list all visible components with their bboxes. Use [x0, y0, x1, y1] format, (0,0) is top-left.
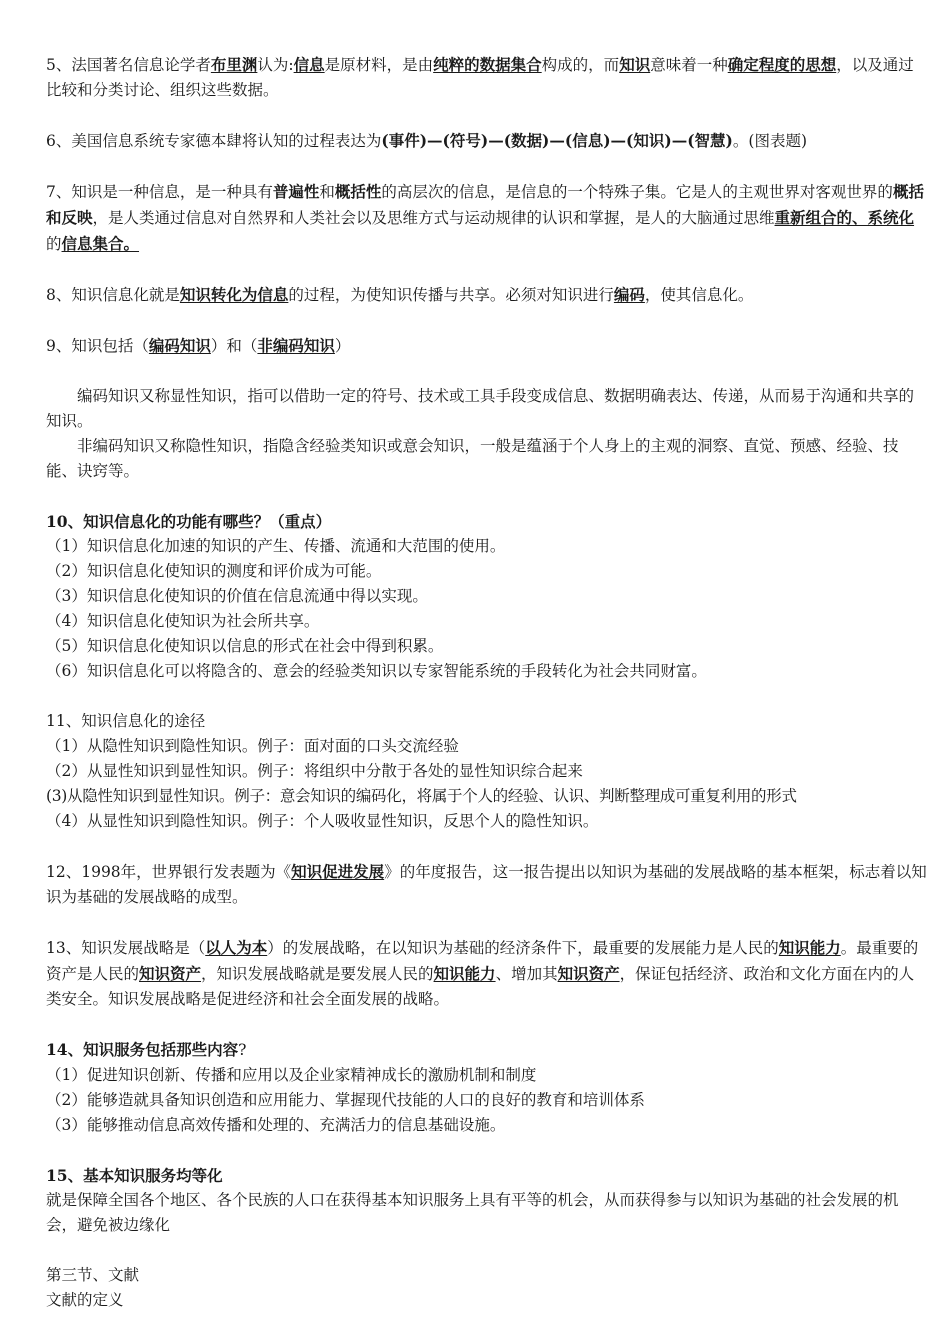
- text: 、增加其: [495, 965, 558, 983]
- text: ）和（: [210, 337, 258, 355]
- explicit-knowledge-definition: 编码知识又称显性知识，指可以借助一定的符号、技术或工具手段变成信息、数据明确表达、传递，从而易于沟通和共享的知识。: [46, 387, 915, 430]
- text: 和: [319, 183, 335, 201]
- list-item: （1）从隐性知识到隐性知识。例子：面对面的口头交流经验: [46, 737, 459, 755]
- text: ?: [238, 1041, 247, 1059]
- paragraph-12: [46, 859, 928, 910]
- list-item: （3）知识信息化使知识的价值在信息流通中得以实现。: [46, 587, 428, 605]
- text: 5、法国著名信息论学者: [46, 56, 211, 74]
- list-item: （6）知识信息化可以将隐含的、意会的经验类知识以专家智能系统的手段转化为社会共同财富。: [46, 662, 707, 680]
- key-term: 概括性: [334, 182, 382, 201]
- text: 6、美国信息系统专家德本肆将认知的过程表达为: [46, 132, 382, 150]
- section-15-body: 就是保障全国各个地区、各个民族的人口在获得基本知识服务上具有平等的机会，从而获得参与以知识为基础的社会发展的机会，避免被边缘化: [46, 1191, 899, 1234]
- key-term: 知识转化为信息: [179, 285, 289, 304]
- text: 9、知识包括（: [46, 337, 149, 355]
- text: 。最重要的资产是人民的: [46, 939, 919, 983]
- text: 的: [46, 235, 62, 253]
- list-item: （1）促进知识创新、传播和应用以及企业家精神成长的激励机制和制度: [46, 1066, 537, 1084]
- list-item: （1）知识信息化加速的知识的产生、传播、流通和大范围的使用。: [46, 537, 506, 555]
- paragraph-8: [46, 282, 928, 308]
- list-item: （2）知识信息化使知识的测度和评价成为可能。: [46, 562, 382, 580]
- text: 构成的，而: [541, 56, 620, 74]
- text: 的过程，为使知识传播与共享。必须对知识进行: [288, 286, 614, 304]
- text: 8、知识信息化就是: [46, 286, 180, 304]
- key-term: 知识: [619, 55, 651, 74]
- paragraph-5: [46, 52, 928, 103]
- text: 14、知识服务包括那些内容: [46, 1040, 239, 1059]
- text: 意味着一种: [650, 56, 728, 74]
- section-14-title: [46, 1037, 928, 1063]
- text: 。(图表题): [732, 132, 807, 150]
- text: ，保证包括经济、政治和文化方面在内的人类安全。知识发展战略是促进经济和社会全面发展的战略。: [46, 965, 915, 1008]
- key-term: 知识能力: [778, 938, 841, 957]
- text: 认为:: [257, 56, 294, 74]
- key-term: 普遍性: [272, 182, 320, 201]
- key-term: (事件)—(符号)—(数据)—(信息)—(知识)—(智慧): [381, 131, 733, 150]
- key-term: 概括和反映: [46, 182, 924, 227]
- text: ）的发展战略，在以知识为基础的经济条件下，最重要的发展能力是人民的: [267, 939, 779, 957]
- key-term: 知识能力: [433, 964, 496, 983]
- key-term: 知识资产: [139, 964, 202, 983]
- text: ）: [334, 337, 351, 355]
- text: 13、知识发展战略是（: [46, 939, 206, 957]
- key-term: 信息集合。: [61, 234, 140, 253]
- key-term: 知识促进发展: [291, 862, 385, 881]
- list-item: （3）能够推动信息高效传播和处理的、充满活力的信息基础设施。: [46, 1116, 506, 1134]
- chapter-heading: 第三节、文献: [46, 1266, 140, 1284]
- list-item: （5）知识信息化使知识以信息的形式在社会中得到积累。: [46, 637, 444, 655]
- list-item: (3)从隐性知识到显性知识。例子：意会知识的编码化，将属于个人的经验、认识、判断整理成可重复利用的形式: [46, 787, 797, 805]
- text: ，以及通过比较和分类讨论、组织这些数据。: [46, 56, 914, 99]
- key-term: 非编码知识: [257, 336, 335, 355]
- list-item: （4）知识信息化使知识为社会所共享。: [46, 612, 320, 630]
- paragraph-7: [46, 179, 928, 257]
- key-term: 编码知识: [148, 336, 211, 355]
- text: ，使其信息化。: [644, 286, 754, 304]
- text: 》的年度报告，这一报告提出以知识为基础的发展战略的基本框架，标志着以知识为基础的发展战略的成型。: [46, 863, 927, 906]
- text: 是原材料，是由: [324, 56, 434, 74]
- text: ，知识发展战略就是要发展人民的: [201, 965, 434, 983]
- sub-heading: 文献的定义: [46, 1291, 124, 1309]
- text: 7、知识是一种信息，是一种具有: [46, 183, 273, 201]
- key-term: 信息: [293, 55, 325, 74]
- section-10-title: 10、知识信息化的功能有哪些？（重点）: [46, 512, 332, 531]
- list-item: （4）从显性知识到隐性知识。例子：个人吸收显性知识，反思个人的隐性知识。: [46, 812, 599, 830]
- text: 12、1998年，世界银行发表题为《: [46, 863, 292, 881]
- key-term: 以人为本: [205, 938, 268, 957]
- key-term: 知识资产: [557, 964, 620, 983]
- key-term: 布里渊: [210, 55, 258, 74]
- section-11-title: 11、知识信息化的途径: [46, 712, 206, 730]
- text: ，是人类通过信息对自然界和人类社会以及思维方式与运动规律的认识和掌握，是人的大脑通过思维: [92, 209, 775, 227]
- key-term: 纯粹的数据集合: [433, 55, 542, 74]
- paragraph-9: [46, 333, 928, 359]
- key-term: 确定程度的思想: [727, 55, 837, 74]
- list-item: （2）从显性知识到显性知识。例子：将组织中分散于各处的显性知识综合起来: [46, 762, 583, 780]
- paragraph-6: [46, 128, 928, 154]
- text: 的高层次的信息，是信息的一个特殊子集。它是人的主观世界对客观世界的: [381, 183, 893, 201]
- section-15-title: 15、基本知识服务均等化: [46, 1166, 223, 1185]
- key-term: 编码: [613, 285, 645, 304]
- key-term: 重新组合的、系统化: [774, 208, 915, 227]
- list-item: （2）能够造就具备知识创造和应用能力、掌握现代技能的人口的良好的教育和培训体系: [46, 1091, 645, 1109]
- tacit-knowledge-definition: 非编码知识又称隐性知识，指隐含经验类知识或意会知识，一般是蕴涵于个人身上的主观的洞察、直觉、预感、经验、技能、诀窍等。: [46, 437, 899, 480]
- paragraph-13: [46, 935, 928, 1012]
